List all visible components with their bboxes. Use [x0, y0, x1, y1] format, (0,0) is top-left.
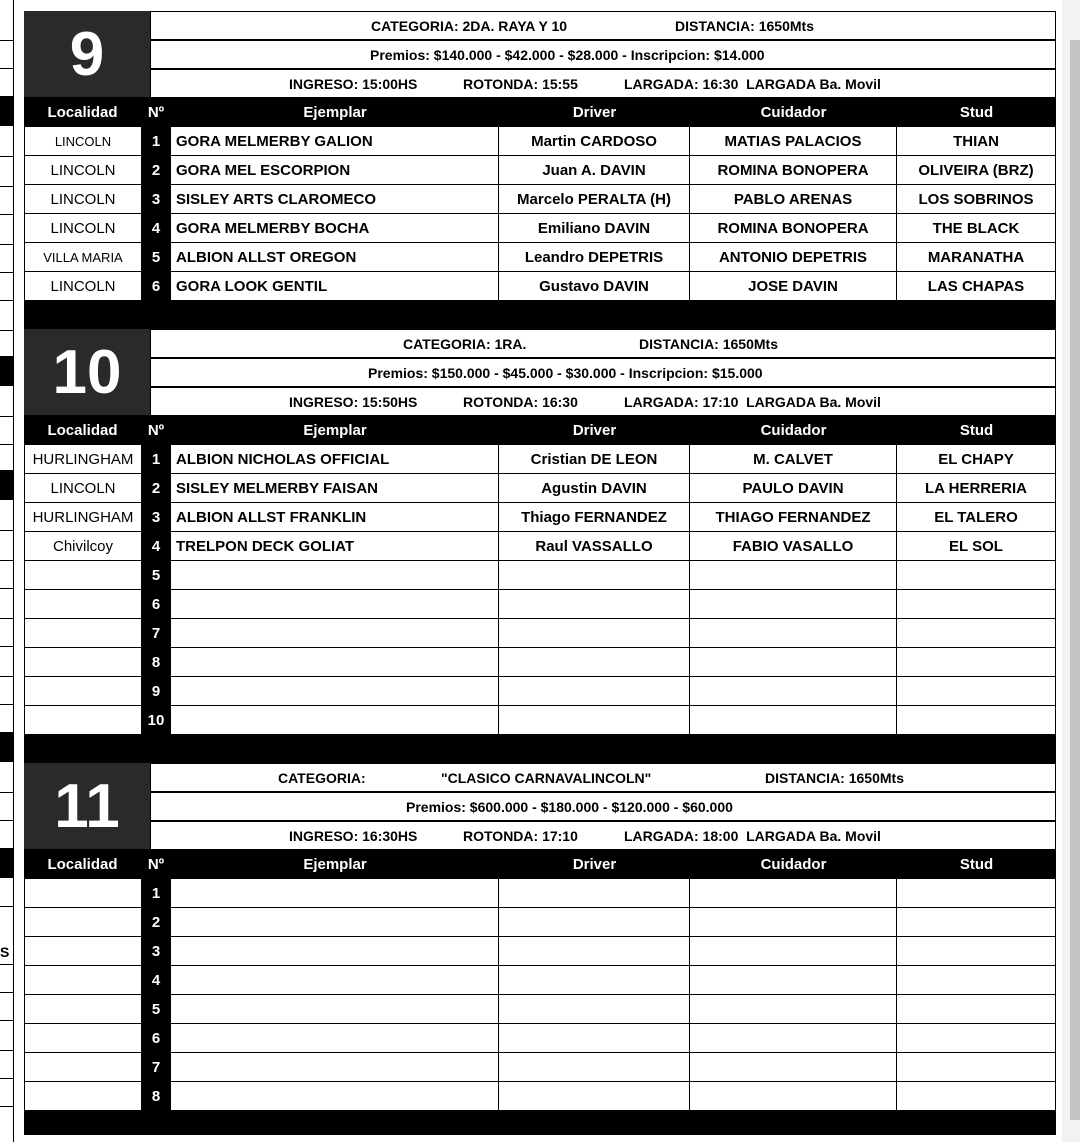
- table-row: [24, 243, 1056, 272]
- driver-cell: [499, 995, 690, 1024]
- header-ejemplar: Ejemplar: [303, 856, 367, 873]
- entry-number-cell: 7: [141, 1053, 171, 1082]
- cuidador-cell: [690, 908, 897, 937]
- stud-cell: EL CHAPY: [897, 445, 1056, 474]
- entry-number-cell: 10: [141, 706, 171, 735]
- localidad-cell: HURLINGHAM: [24, 445, 141, 474]
- cuidador-cell: THIAGO FERNANDEZ: [690, 503, 897, 532]
- localidad-cell: [24, 706, 141, 735]
- header-stud: Stud: [959, 856, 994, 873]
- driver-cell: Thiago FERNANDEZ: [499, 503, 690, 532]
- entry-number-cell: 1: [141, 879, 171, 908]
- driver-cell: [499, 1024, 690, 1053]
- race-rotonda: ROTONDA: 15:55: [463, 76, 578, 92]
- header-localidad: Localidad: [47, 422, 118, 439]
- table-row: [24, 474, 1056, 503]
- race-number: 11: [24, 763, 150, 849]
- localidad-cell: [24, 648, 141, 677]
- table-row: [24, 1053, 1056, 1082]
- ejemplar-cell: TRELPON DECK GOLIAT: [171, 532, 499, 561]
- strip-border: [13, 0, 14, 1142]
- strip-black-band: [0, 732, 14, 762]
- table-row: [24, 127, 1056, 156]
- ejemplar-cell: [171, 590, 499, 619]
- driver-cell: Leandro DEPETRIS: [499, 243, 690, 272]
- strip-black-band: [0, 96, 14, 126]
- table-row: [24, 619, 1056, 648]
- stud-cell: [897, 648, 1056, 677]
- driver-cell: Juan A. DAVIN: [499, 156, 690, 185]
- entry-number-cell: 7: [141, 619, 171, 648]
- strip-black-band: [0, 356, 14, 386]
- race-category-name: "CLASICO CARNAVALINCOLN": [441, 770, 652, 786]
- entry-number-cell: 4: [141, 532, 171, 561]
- ejemplar-cell: SISLEY MELMERBY FAISAN: [171, 474, 499, 503]
- localidad-cell: [24, 677, 141, 706]
- ejemplar-cell: [171, 966, 499, 995]
- ejemplar-cell: [171, 995, 499, 1024]
- localidad-cell: [24, 995, 141, 1024]
- entry-number-cell: 5: [141, 243, 171, 272]
- entry-number-cell: 4: [141, 966, 171, 995]
- entry-number-cell: 3: [141, 937, 171, 966]
- header-cuidador: Cuidador: [760, 422, 827, 439]
- localidad-cell: [24, 937, 141, 966]
- race-prizes: Premios: $600.000 - $180.000 - $120.000 - $60.000: [406, 799, 733, 815]
- stud-cell: [897, 706, 1056, 735]
- cuidador-cell: [690, 1024, 897, 1053]
- cuidador-cell: ROMINA BONOPERA: [690, 214, 897, 243]
- stud-cell: [897, 966, 1056, 995]
- header-num: Nº: [147, 856, 165, 873]
- race-category-line: [150, 11, 1056, 40]
- header-cuidador: Cuidador: [760, 104, 827, 121]
- stud-cell: [897, 677, 1056, 706]
- race-prizes-line: [150, 358, 1056, 387]
- cuidador-cell: [690, 966, 897, 995]
- strip-black-band: [0, 848, 14, 878]
- driver-cell: Cristian DE LEON: [499, 445, 690, 474]
- race-category: CATEGORIA:: [278, 770, 366, 786]
- race-distance: DISTANCIA: 1650Mts: [765, 770, 904, 786]
- table-row: [24, 590, 1056, 619]
- ejemplar-cell: [171, 1053, 499, 1082]
- ejemplar-cell: [171, 1024, 499, 1053]
- ejemplar-cell: [171, 706, 499, 735]
- ejemplar-cell: [171, 937, 499, 966]
- cuidador-cell: [690, 561, 897, 590]
- race-ingreso: INGRESO: 15:00HS: [289, 76, 418, 92]
- header-num: Nº: [147, 422, 165, 439]
- localidad-cell: [24, 1053, 141, 1082]
- entry-number-cell: 2: [141, 156, 171, 185]
- race-category: CATEGORIA: 2DA. RAYA Y 10: [371, 18, 568, 34]
- table-row: [24, 445, 1056, 474]
- scrollbar-thumb[interactable]: [1070, 40, 1080, 1120]
- driver-cell: Emiliano DAVIN: [499, 214, 690, 243]
- cuidador-cell: ANTONIO DEPETRIS: [690, 243, 897, 272]
- header-driver: Driver: [572, 104, 617, 121]
- ejemplar-cell: [171, 561, 499, 590]
- stud-cell: THE BLACK: [897, 214, 1056, 243]
- driver-cell: [499, 590, 690, 619]
- cuidador-cell: [690, 879, 897, 908]
- table-row: [24, 272, 1056, 301]
- cuidador-cell: [690, 706, 897, 735]
- cuidador-cell: MATIAS PALACIOS: [690, 127, 897, 156]
- localidad-cell: [24, 590, 141, 619]
- localidad-cell: VILLA MARIA: [24, 243, 141, 272]
- header-localidad: Localidad: [47, 856, 118, 873]
- table-row: [24, 966, 1056, 995]
- stud-cell: EL SOL: [897, 532, 1056, 561]
- cuidador-cell: PAULO DAVIN: [690, 474, 897, 503]
- table-row: [24, 503, 1056, 532]
- entry-number-cell: 1: [141, 127, 171, 156]
- race-prizes: Premios: $150.000 - $45.000 - $30.000 - Inscripcion: $15.000: [368, 365, 763, 381]
- cuidador-cell: [690, 677, 897, 706]
- stud-cell: [897, 908, 1056, 937]
- table-row: [24, 532, 1056, 561]
- entry-number-cell: 3: [141, 503, 171, 532]
- ejemplar-cell: [171, 1082, 499, 1111]
- race-card-9: [24, 11, 1056, 328]
- race-prizes-line: [150, 792, 1056, 821]
- driver-cell: [499, 879, 690, 908]
- cuidador-cell: M. CALVET: [690, 445, 897, 474]
- table-header: [24, 415, 1056, 445]
- localidad-cell: LINCOLN: [24, 272, 141, 301]
- header-stud: Stud: [959, 422, 994, 439]
- stud-cell: THIAN: [897, 127, 1056, 156]
- driver-cell: Agustin DAVIN: [499, 474, 690, 503]
- entry-number-cell: 6: [141, 1024, 171, 1053]
- localidad-cell: LINCOLN: [24, 156, 141, 185]
- localidad-cell: [24, 561, 141, 590]
- race-largada: LARGADA: 18:00 LARGADA Ba. Movil: [624, 828, 881, 844]
- previous-sheet-edge: [0, 0, 14, 1142]
- header-cuidador: Cuidador: [760, 856, 827, 873]
- race-ingreso: INGRESO: 15:50HS: [289, 394, 418, 410]
- cuidador-cell: ROMINA BONOPERA: [690, 156, 897, 185]
- localidad-cell: LINCOLN: [24, 185, 141, 214]
- table-row: [24, 677, 1056, 706]
- ejemplar-cell: ALBION ALLST OREGON: [171, 243, 499, 272]
- stud-cell: EL TALERO: [897, 503, 1056, 532]
- driver-cell: [499, 648, 690, 677]
- table-row: [24, 185, 1056, 214]
- table-row: [24, 706, 1056, 735]
- cuidador-cell: [690, 619, 897, 648]
- table-row: [24, 995, 1056, 1024]
- stud-cell: [897, 590, 1056, 619]
- race-number: 9: [24, 11, 150, 97]
- entry-number-cell: 5: [141, 995, 171, 1024]
- ejemplar-cell: ALBION NICHOLAS OFFICIAL: [171, 445, 499, 474]
- driver-cell: [499, 561, 690, 590]
- localidad-cell: [24, 1082, 141, 1111]
- cuidador-cell: [690, 648, 897, 677]
- header-driver: Driver: [572, 856, 617, 873]
- driver-cell: [499, 1053, 690, 1082]
- driver-cell: [499, 966, 690, 995]
- stud-cell: [897, 619, 1056, 648]
- cuidador-cell: [690, 1053, 897, 1082]
- header-driver: Driver: [572, 422, 617, 439]
- ejemplar-cell: GORA MELMERBY GALION: [171, 127, 499, 156]
- ejemplar-cell: GORA LOOK GENTIL: [171, 272, 499, 301]
- table-header: [24, 849, 1056, 879]
- entry-number-cell: 1: [141, 445, 171, 474]
- race-category: CATEGORIA: 1RA.: [403, 336, 527, 352]
- cuidador-cell: FABIO VASALLO: [690, 532, 897, 561]
- race-number: 10: [24, 329, 150, 415]
- race-rotonda: ROTONDA: 17:10: [463, 828, 578, 844]
- driver-cell: [499, 619, 690, 648]
- race-times-line: [150, 387, 1056, 415]
- race-times-line: [150, 69, 1056, 97]
- table-row: [24, 648, 1056, 677]
- entry-number-cell: 2: [141, 474, 171, 503]
- stud-cell: [897, 1053, 1056, 1082]
- entry-number-cell: 8: [141, 1082, 171, 1111]
- driver-cell: [499, 908, 690, 937]
- ejemplar-cell: GORA MELMERBY BOCHA: [171, 214, 499, 243]
- entry-number-cell: 3: [141, 185, 171, 214]
- header-ejemplar: Ejemplar: [303, 422, 367, 439]
- ejemplar-cell: GORA MEL ESCORPION: [171, 156, 499, 185]
- race-prizes: Premios: $140.000 - $42.000 - $28.000 - Inscripcion: $14.000: [370, 47, 765, 63]
- cuidador-cell: [690, 937, 897, 966]
- localidad-cell: [24, 908, 141, 937]
- table-row: [24, 908, 1056, 937]
- cuidador-cell: JOSE DAVIN: [690, 272, 897, 301]
- ejemplar-cell: SISLEY ARTS CLAROMECO: [171, 185, 499, 214]
- race-ingreso: INGRESO: 16:30HS: [289, 828, 418, 844]
- entry-number-cell: 2: [141, 908, 171, 937]
- stud-cell: LA HERRERIA: [897, 474, 1056, 503]
- driver-cell: Marcelo PERALTA (H): [499, 185, 690, 214]
- table-row: [24, 1082, 1056, 1111]
- entry-number-cell: 8: [141, 648, 171, 677]
- header-num: Nº: [147, 104, 165, 121]
- ejemplar-cell: [171, 908, 499, 937]
- ejemplar-cell: [171, 619, 499, 648]
- localidad-cell: HURLINGHAM: [24, 503, 141, 532]
- driver-cell: [499, 677, 690, 706]
- table-row: [24, 1024, 1056, 1053]
- ejemplar-cell: ALBION ALLST FRANKLIN: [171, 503, 499, 532]
- cuidador-cell: [690, 590, 897, 619]
- header-stud: Stud: [959, 104, 994, 121]
- race-largada: LARGADA: 17:10 LARGADA Ba. Movil: [624, 394, 881, 410]
- stud-cell: [897, 1024, 1056, 1053]
- cuidador-cell: PABLO ARENAS: [690, 185, 897, 214]
- stud-cell: [897, 995, 1056, 1024]
- driver-cell: Gustavo DAVIN: [499, 272, 690, 301]
- strip-black-band: [0, 470, 14, 500]
- table-header: [24, 97, 1056, 127]
- table-row: [24, 561, 1056, 590]
- race-rotonda: ROTONDA: 16:30: [463, 394, 578, 410]
- stud-cell: OLIVEIRA (BRZ): [897, 156, 1056, 185]
- localidad-cell: LINCOLN: [24, 214, 141, 243]
- localidad-cell: LINCOLN: [24, 474, 141, 503]
- stud-cell: [897, 1082, 1056, 1111]
- ejemplar-cell: [171, 879, 499, 908]
- race-times-line: [150, 821, 1056, 849]
- race-card-11: [24, 763, 1056, 1135]
- driver-cell: Raul VASSALLO: [499, 532, 690, 561]
- entry-number-cell: 5: [141, 561, 171, 590]
- race-distance: DISTANCIA: 1650Mts: [675, 18, 814, 34]
- race-category-line: [150, 329, 1056, 358]
- cuidador-cell: [690, 995, 897, 1024]
- localidad-cell: [24, 879, 141, 908]
- table-row: [24, 937, 1056, 966]
- table-row: [24, 879, 1056, 908]
- race-largada: LARGADA: 16:30 LARGADA Ba. Movil: [624, 76, 881, 92]
- table-row: [24, 214, 1056, 243]
- stud-cell: [897, 879, 1056, 908]
- race-card-10: [24, 329, 1056, 761]
- stud-cell: [897, 937, 1056, 966]
- race-separator: [24, 734, 1056, 763]
- header-localidad: Localidad: [47, 104, 118, 121]
- header-ejemplar: Ejemplar: [303, 104, 367, 121]
- entry-number-cell: 6: [141, 590, 171, 619]
- stud-cell: [897, 561, 1056, 590]
- race-separator: [24, 1111, 1056, 1135]
- race-prizes-line: [150, 40, 1056, 69]
- cuidador-cell: [690, 1082, 897, 1111]
- entry-number-cell: 4: [141, 214, 171, 243]
- table-row: [24, 156, 1056, 185]
- entry-number-cell: 6: [141, 272, 171, 301]
- entry-number-cell: 9: [141, 677, 171, 706]
- driver-cell: [499, 1082, 690, 1111]
- localidad-cell: [24, 619, 141, 648]
- stud-cell: MARANATHA: [897, 243, 1056, 272]
- race-distance: DISTANCIA: 1650Mts: [639, 336, 778, 352]
- localidad-cell: [24, 966, 141, 995]
- race-category-line: [150, 763, 1056, 792]
- ejemplar-cell: [171, 648, 499, 677]
- ejemplar-cell: [171, 677, 499, 706]
- stud-cell: LOS SOBRINOS: [897, 185, 1056, 214]
- race-separator: [24, 301, 1056, 330]
- localidad-cell: [24, 1024, 141, 1053]
- driver-cell: Martin CARDOSO: [499, 127, 690, 156]
- driver-cell: [499, 706, 690, 735]
- cropped-text: S: [0, 944, 10, 960]
- stud-cell: LAS CHAPAS: [897, 272, 1056, 301]
- localidad-cell: LINCOLN: [24, 127, 141, 156]
- localidad-cell: Chivilcoy: [24, 532, 141, 561]
- driver-cell: [499, 937, 690, 966]
